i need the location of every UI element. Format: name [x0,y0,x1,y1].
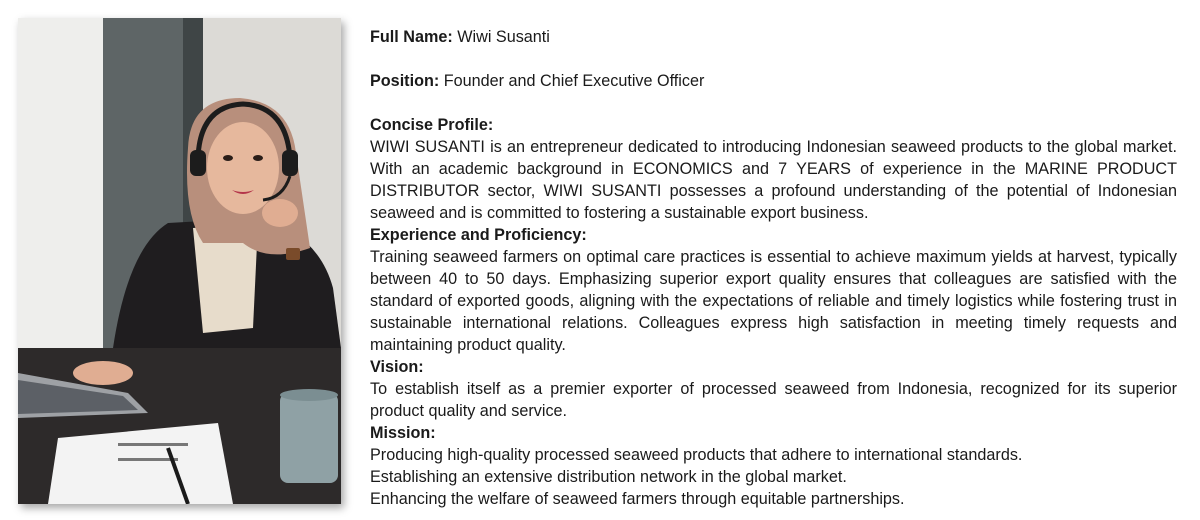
mission-item: Establishing an extensive distribution network in the global market. [370,468,847,486]
concise-profile-heading: Concise Profile: [370,116,494,134]
position-label: Position: [370,72,440,90]
position-row [370,70,1177,92]
vision-heading: Vision: [370,358,424,376]
concise-profile-text: WIWI SUSANTI is an entrepreneur dedicated to introducing Indonesian seaweed products to the global market. With an academic background in ECONOMICS and 7 YEARS of experience in the MARINE PRODUCT DISTRIBUTOR sector, WIWI SUSANTI possesses a profound understanding of the potential of Indonesian seaweed and is committed to fostering a sustainable export business. [370,138,1177,222]
full-name-value: Wiwi Susanti [457,28,550,46]
position-value: Founder and Chief Executive Officer [443,72,705,90]
mission-item: Producing high-quality processed seaweed products that adhere to international standards. [370,446,1023,464]
profile-photo [18,18,341,504]
vision-text: To establish itself as a premier exporter of processed seaweed from Indonesia, recognized for its superior product quality and service. [370,380,1177,420]
experience-text: Training seaweed farmers on optimal care practices is essential to achieve maximum yields at harvest, typically between 40 to 50 days. Emphasizing superior export quality ensures that colleagues are satisfied with the standard of exported goods, aligning with the expectations of reliable and timely logistics while fostering trust in sustainable international relations. Colleagues express high satisfaction in meeting timely requests and maintaining product quality. [370,248,1177,354]
experience-heading: Experience and Proficiency: [370,226,587,244]
full-name-row [370,26,1177,48]
profile-content [370,26,1177,510]
full-name-label: Full Name: [370,28,453,46]
woman-with-headset-at-desk-icon [18,18,341,504]
mission-heading: Mission: [370,424,436,442]
mission-item: Enhancing the welfare of seaweed farmers through equitable partnerships. [370,490,905,508]
